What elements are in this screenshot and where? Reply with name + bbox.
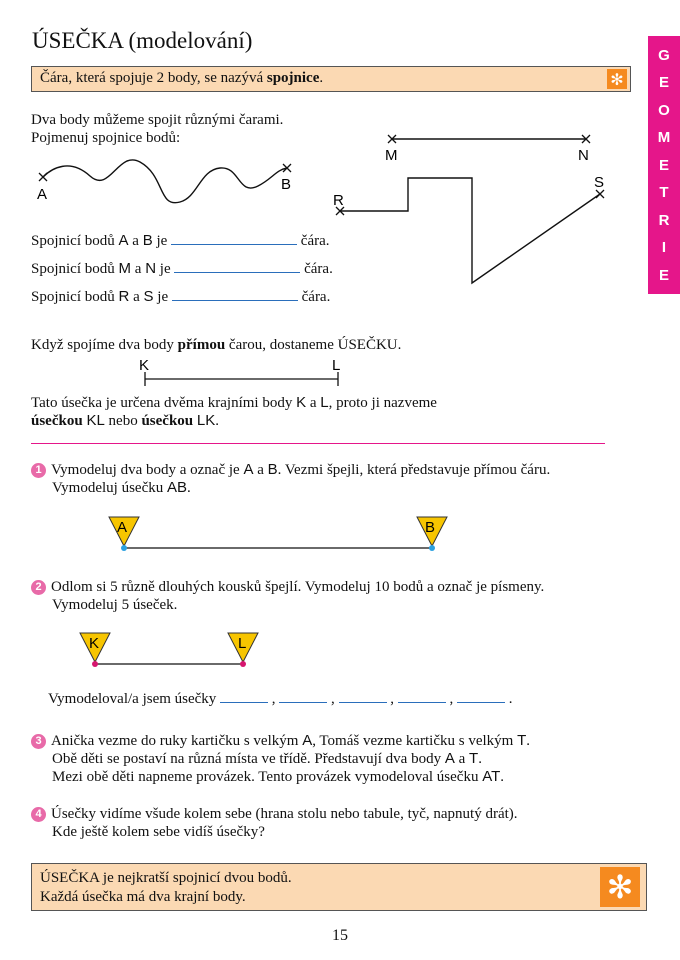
answer-blank[interactable] [457, 700, 505, 703]
side-tab-letter: R [658, 211, 670, 229]
wavy-connector-ab [43, 160, 287, 203]
flag-label-l: L [238, 635, 247, 652]
segment-explanation-1: Tato úsečka je určena dvěma krajními body K a L, proto ji nazveme [31, 394, 437, 411]
answer-blank[interactable] [398, 700, 446, 703]
task-4-line-1: 4 Úsečky vidíme všude kolem sebe (hrana stolu nebo tabule, tyč, napnutý drát). [31, 805, 518, 823]
segment-label-l: L [332, 357, 341, 374]
fill-in-line-ab: Spojnicí bodů A a B je čára. [31, 232, 330, 249]
side-tab-letter: I [661, 239, 667, 256]
point-k-dot [92, 661, 98, 667]
answer-blank[interactable] [174, 270, 300, 273]
task-number-badge: 3 [31, 734, 46, 749]
definition-text: Čára, která spojuje 2 body, se nazývá spojnice. [40, 70, 324, 86]
segment-label-k: K [139, 357, 150, 374]
summary-line-1: ÚSEČKA je nejkratší spojnicí dvou bodů. [40, 870, 292, 886]
page-number: 15 [332, 927, 348, 944]
point-l-dot [240, 661, 246, 667]
side-tab-letter: O [658, 101, 670, 119]
section-divider [31, 443, 605, 444]
intro-line-2: Pojmenuj spojnice bodů: [31, 130, 181, 146]
page-title: ÚSEČKA (modelování) [32, 28, 253, 53]
flag-label-k: K [89, 635, 100, 652]
connector-figure [0, 0, 680, 450]
point-label-m: M [385, 147, 398, 164]
intro-line-1: Dva body můžeme spojit různými čarami. [31, 112, 284, 128]
point-label-r: R [333, 192, 344, 209]
side-tab-letter: E [658, 156, 669, 174]
definition-term: spojnice [266, 70, 320, 86]
fill-in-line-rs: Spojnicí bodů R a S je čára. [31, 288, 331, 305]
summary-box [31, 863, 647, 911]
point-marker-a [39, 173, 47, 181]
point-label-s: S [594, 174, 605, 191]
asterisk-flower-icon: ✻ [607, 69, 627, 89]
task-3-line-1: 3 Anička vezme do ruky kartičku s velkým A, Tomáš vezme kartičku s velkým T. [31, 732, 530, 750]
side-tab-letter: T [659, 184, 669, 201]
asterisk-flower-icon: ✻ [600, 867, 640, 907]
answer-blank[interactable] [220, 700, 268, 703]
point-marker-b [283, 164, 291, 172]
task-number-badge: 4 [31, 807, 46, 822]
side-tab-letter: M [657, 129, 671, 146]
summary-text [40, 869, 292, 907]
point-label-a: A [37, 186, 48, 203]
side-tab-letter: E [658, 74, 669, 91]
side-tab-letter: G [658, 46, 670, 64]
point-label-n: N [578, 147, 589, 164]
task-1-line-2: Vymodeluj úsečku AB. [52, 479, 191, 496]
task-number-badge: 2 [31, 580, 46, 595]
task-2-line-1: 2 Odlom si 5 různě dlouhých kousků špejlí. Vymodeluj 10 bodů a označ je písmeny. [31, 578, 544, 596]
answer-blank[interactable] [279, 700, 327, 703]
task-number-badge: 1 [31, 463, 46, 478]
point-a-dot [121, 545, 127, 551]
segment-explanation-2: úsečkou KL nebo úsečkou LK. [31, 412, 220, 429]
side-tab-letter: E [658, 266, 669, 284]
flag-label-b: B [425, 519, 436, 536]
task-2-line-2: Vymodeluj 5 úseček. [52, 597, 178, 613]
straight-intro: Když spojíme dva body přímou čarou, dostaneme ÚSEČKU. [31, 337, 402, 353]
answer-blank[interactable] [172, 298, 298, 301]
task-2-answer-line: Vymodeloval/a jsem úsečky , , , , . [48, 691, 513, 707]
flag-label-a: A [117, 519, 128, 536]
point-b-dot [429, 545, 435, 551]
point-label-b: B [281, 176, 292, 193]
answer-blank[interactable] [171, 242, 297, 245]
fill-in-line-mn: Spojnicí bodů M a N je čára. [31, 260, 333, 277]
summary-line-2: Každá úsečka má dva krajní body. [40, 889, 246, 905]
task-3-line-2: Obě děti se postaví na různá místa ve třídě. Představují dva body A a T. [52, 750, 482, 767]
task-4-line-2: Kde ještě kolem sebe vidíš úsečky? [52, 824, 265, 840]
task-3-line-3: Mezi obě děti napneme provázek. Tento provázek vymodeloval úsečku AT. [52, 768, 505, 785]
broken-connector-rs [340, 178, 600, 283]
task-1-line-1: 1 Vymodeluj dva body a označ je A a B. Vezmi špejli, která představuje přímou čáru. [31, 461, 550, 479]
answer-blank[interactable] [339, 700, 387, 703]
point-marker-s [596, 190, 604, 198]
